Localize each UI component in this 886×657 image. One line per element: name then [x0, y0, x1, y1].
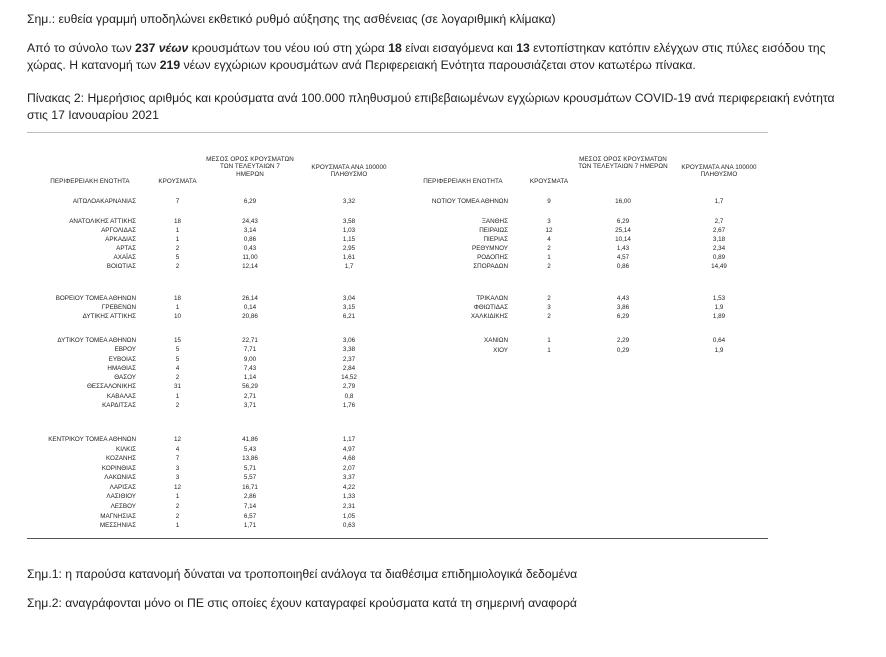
note-top: Σημ.: ευθεία γραμμή υποδηλώνει εκθετικό ρυθμό αύξησης της ασθένειας (σε λογαριθμική κλίμακα) [27, 12, 556, 26]
intro-paragraph [27, 40, 857, 74]
table-cell-cases: 1 [547, 254, 551, 261]
table-cell-avg: 16,71 [242, 484, 258, 491]
table-cell-cases: 2 [175, 402, 180, 409]
table-cell-per100k: 1,05 [342, 513, 356, 520]
header-cases-right: ΚΡΟΥΣΜΑΤΑ [529, 178, 569, 185]
intro-text: νέων εγχώριων κρουσμάτων ανά Περιφερειακή Ενότητα παρουσιάζεται στον κατωτέρω πίνακα. [180, 58, 696, 72]
table-cell-region: ΧΑΛΚΙΔΙΚΗΣ [470, 313, 508, 320]
table-cell-cases: 15 [173, 337, 181, 344]
table-cell-per100k: 3,15 [342, 304, 356, 311]
table-cell-cases: 2 [547, 295, 551, 302]
table-cell-per100k: 2,7 [714, 218, 724, 225]
table-cell-cases: 1 [175, 393, 180, 400]
header-avg-left: ΜΕΣΟΣ ΟΡΟΣ ΚΡΟΥΣΜΑΤΩΝ ΤΩΝ ΤΕΛΕΥΤΑΙΩΝ 7 ΗΜΕΡΩΝ [206, 156, 294, 178]
table-cell-region: ΘΑΣΟΥ [114, 374, 136, 381]
table-cell-region: ΑΧΑΪΑΣ [113, 254, 136, 261]
table-cell-cases: 2 [175, 245, 180, 252]
table-cell-per100k: 2,84 [342, 365, 356, 372]
intro-text: Από το σύνολο των [27, 41, 136, 55]
table-cell-per100k: 1,17 [342, 436, 356, 443]
table-cell-cases: 3 [547, 304, 551, 311]
header-per100k-right: ΚΡΟΥΣΜΑΤΑ ΑΝΑ 100000 ΠΛΗΘΥΣΜΟ [681, 164, 757, 179]
table-cell-cases: 1 [175, 522, 180, 529]
table-cell-per100k: 1,9 [714, 347, 724, 354]
table-bottom-rule [27, 538, 768, 539]
table-cell-cases: 7 [175, 455, 180, 462]
table-cell-region: ΞΑΝΘΗΣ [481, 218, 508, 225]
table-cell-region: ΑΡΚΑΔΙΑΣ [105, 236, 136, 243]
table-cell-avg: 6,57 [243, 513, 257, 520]
table-cell-region: ΗΜΑΘΙΑΣ [107, 365, 136, 372]
table-cell-region: ΚΙΛΚΙΣ [116, 446, 136, 453]
table-cell-avg: 6,29 [243, 198, 257, 205]
table-cell-region: ΝΟΤΙΟΥ ΤΟΜΕΑ ΑΘΗΝΩΝ [431, 198, 508, 205]
table-cell-avg: 7,43 [243, 365, 257, 372]
intro-text: είναι εισαγόμενα και [401, 41, 517, 55]
table-cell-avg: 56,29 [242, 383, 258, 390]
table-cell-region: ΠΙΕΡΙΑΣ [483, 236, 508, 243]
table-cell-cases: 1 [175, 236, 180, 243]
table-cell-avg: 13,86 [242, 455, 258, 462]
table-cell-cases: 4 [175, 446, 180, 453]
table-cell-region: ΧΑΝΙΩΝ [484, 337, 508, 344]
table-cell-cases: 2 [175, 513, 180, 520]
table-cell-avg: 1,71 [243, 522, 257, 529]
table-cell-region: ΧΙΟΥ [493, 347, 508, 354]
table-cell-region: ΡΕΘΥΜΝΟΥ [472, 245, 508, 252]
table-top-rule [27, 132, 768, 133]
table-cell-avg: 2,71 [243, 393, 257, 400]
table-cell-avg: 0,29 [616, 347, 630, 354]
table-cell-per100k: 4,68 [342, 455, 356, 462]
table-cell-cases: 7 [175, 198, 180, 205]
table-cell-cases: 2 [547, 245, 551, 252]
table-cell-per100k: 2,37 [342, 356, 356, 363]
table-cell-region: ΜΑΓΝΗΣΙΑΣ [100, 513, 136, 520]
table-cell-region: ΦΘΙΩΤΙΔΑΣ [473, 304, 508, 311]
table-cell-region: ΛΑΡΙΣΑΣ [109, 484, 136, 491]
table-cell-per100k: 2,07 [342, 465, 356, 472]
table-cell-per100k: 3,38 [342, 346, 356, 353]
table-cell-avg: 3,71 [243, 402, 257, 409]
table-cell-per100k: 3,18 [712, 236, 726, 243]
table-cell-cases: 18 [173, 218, 181, 225]
table-cell-per100k: 0,64 [712, 337, 726, 344]
table-cell-per100k: 1,76 [342, 402, 356, 409]
table-cell-avg: 20,86 [242, 313, 258, 320]
table-cell-region: ΜΕΣΣΗΝΙΑΣ [99, 522, 136, 529]
table-cell-region: ΣΠΟΡΑΔΩΝ [473, 263, 508, 270]
table-cell-avg: 4,43 [616, 295, 630, 302]
table-cell-avg: 6,29 [616, 313, 630, 320]
intro-domestic-cases: 219 [159, 58, 181, 72]
table-cell-per100k: 0,63 [342, 522, 356, 529]
table-cell-region: ΚΟΖΑΝΗΣ [106, 455, 136, 462]
table-cell-cases: 3 [547, 218, 551, 225]
table-cell-region: ΛΑΚΩΝΙΑΣ [104, 474, 136, 481]
header-avg-right: ΜΕΣΟΣ ΟΡΟΣ ΚΡΟΥΣΜΑΤΩΝ ΤΩΝ ΤΕΛΕΥΤΑΙΩΝ 7 ΗΜΕΡΩΝ [578, 156, 668, 171]
table-cell-avg: 7,71 [243, 346, 257, 353]
table-cell-cases: 3 [175, 474, 180, 481]
table-cell-cases: 12 [173, 484, 181, 491]
table-cell-region: ΡΟΔΟΠΗΣ [477, 254, 508, 261]
table-cell-region: ΒΟΙΩΤΙΑΣ [106, 263, 136, 270]
table-cell-per100k: 2,34 [712, 245, 726, 252]
table-cell-avg: 5,43 [243, 446, 257, 453]
table-cell-per100k: 1,33 [342, 493, 356, 500]
table-cell-avg: 0,86 [616, 263, 630, 270]
table-cell-per100k: 1,53 [712, 295, 726, 302]
table-cell-region: ΒΟΡΕΙΟΥ ΤΟΜΕΑ ΑΘΗΝΩΝ [55, 295, 136, 302]
table-cell-avg: 3,14 [243, 227, 257, 234]
table-cell-per100k: 6,21 [342, 313, 356, 320]
table-cell-avg: 3,86 [616, 304, 630, 311]
table-cell-cases: 5 [175, 254, 180, 261]
table-cell-avg: 2,86 [243, 493, 257, 500]
table-cell-avg: 11,00 [242, 254, 258, 261]
intro-total-cases: 237 [135, 41, 156, 55]
table-cell-region: ΑΡΤΑΣ [116, 245, 136, 252]
table-cell-region: ΘΕΣΣΑΛΟΝΙΚΗΣ [87, 383, 136, 390]
intro-text: εντοπίστηκαν κατόπιν ελέγχων στις πύλες εισόδου της χώρας. Η κατανομή των [27, 41, 826, 72]
table-cell-region: ΓΡΕΒΕΝΩΝ [101, 304, 136, 311]
header-cases-left: ΚΡΟΥΣΜΑΤΑ [158, 178, 197, 185]
table-cell-avg: 25,14 [615, 227, 631, 234]
table-cell-cases: 31 [173, 383, 181, 390]
table-cell-cases: 1 [175, 304, 180, 311]
intro-imported-cases: 18 [388, 41, 402, 55]
table-cell-per100k: 2,79 [342, 383, 356, 390]
table-cell-cases: 4 [547, 236, 551, 243]
table-cell-cases: 12 [173, 436, 181, 443]
intro-text: κρουσμάτων του νέου ιού στη χώρα [188, 41, 389, 55]
table-cell-avg: 16,00 [615, 198, 631, 205]
table-cell-cases: 3 [175, 465, 180, 472]
table-cell-per100k: 3,04 [342, 295, 356, 302]
table-cell-per100k: 1,9 [714, 304, 724, 311]
header-region-left: ΠΕΡΙΦΕΡΕΙΑΚΗ ΕΝΟΤΗΤΑ [50, 178, 130, 185]
table-cell-avg: 22,71 [242, 337, 258, 344]
table-cell-cases: 2 [175, 374, 180, 381]
table-cell-per100k: 3,37 [342, 474, 356, 481]
table-cell-per100k: 0,8 [344, 393, 354, 400]
table-cell-per100k: 4,97 [342, 446, 356, 453]
table-cell-region: ΚΟΡΙΝΘΙΑΣ [101, 465, 136, 472]
table-cell-avg: 1,14 [243, 374, 257, 381]
table-cell-region: ΑΡΓΟΛΙΔΑΣ [101, 227, 136, 234]
table-cell-avg: 5,71 [243, 465, 257, 472]
table-cell-avg: 24,43 [242, 218, 258, 225]
footnote-2: Σημ.2: αναγράφονται μόνο οι ΠΕ στις οποίες έχουν καταγραφεί κρούσματα κατά τη σημερινή αναφορά [27, 596, 577, 610]
table-cell-region: ΕΥΒΟΙΑΣ [108, 356, 136, 363]
table-cell-avg: 41,86 [242, 436, 258, 443]
table-cell-region: ΔΥΤΙΚΟΥ ΤΟΜΕΑ ΑΘΗΝΩΝ [57, 337, 136, 344]
table-cell-cases: 18 [173, 295, 181, 302]
table-cell-per100k: 1,89 [712, 313, 726, 320]
table-cell-cases: 4 [175, 365, 180, 372]
table-cell-avg: 0,14 [243, 304, 257, 311]
table-cell-cases: 2 [175, 263, 180, 270]
table-cell-avg: 12,14 [242, 263, 258, 270]
table-cell-region: ΤΡΙΚΑΛΩΝ [476, 295, 508, 302]
table-cell-per100k: 14,52 [341, 374, 357, 381]
table-cell-avg: 9,00 [243, 356, 257, 363]
table-cell-avg: 5,57 [243, 474, 257, 481]
table-cell-per100k: 4,22 [342, 484, 356, 491]
table-cell-region: ΠΕΙΡΑΙΩΣ [479, 227, 508, 234]
footnote-1: Σημ.1: η παρούσα κατανομή δύναται να τροποποιηθεί ανάλογα τα διαθέσιμα επιδημιολογικά δεδομένα [27, 567, 578, 581]
intro-border-cases: 13 [516, 41, 530, 55]
table-cell-per100k: 1,61 [342, 254, 356, 261]
table-cell-cases: 9 [547, 198, 551, 205]
table-cell-cases: 2 [547, 313, 551, 320]
table-cell-cases: 1 [175, 227, 180, 234]
table-cell-cases: 2 [547, 263, 551, 270]
table-cell-per100k: 14,49 [711, 263, 727, 270]
table-cell-region: ΕΒΡΟΥ [114, 346, 136, 353]
table-cell-avg: 4,57 [616, 254, 630, 261]
table-cell-per100k: 3,06 [342, 337, 356, 344]
table-cell-region: ΔΥΤΙΚΗΣ ΑΤΤΙΚΗΣ [82, 313, 136, 320]
table-cell-cases: 5 [175, 346, 180, 353]
table-caption: Πίνακας 2: Ημερήσιος αριθμός και κρούσματα ανά 100.000 πληθυσμού επιβεβαιωμένων εγχώριων κρουσμάτων COVID-19 ανά περιφερειακή ενότητα στις 17 Ιανουαρίου 2021 [27, 91, 835, 122]
table-cell-region: ΚΑΡΔΙΤΣΑΣ [102, 402, 136, 409]
table-cell-cases: 2 [175, 503, 180, 510]
table-cell-per100k: 1,15 [342, 236, 356, 243]
table-cell-cases: 1 [547, 337, 551, 344]
table-cell-avg: 10,14 [615, 236, 631, 243]
table-cell-per100k: 1,7 [344, 263, 354, 270]
table-cell-region: ΑΝΑΤΟΛΙΚΗΣ ΑΤΤΙΚΗΣ [69, 218, 136, 225]
table-cell-avg: 2,29 [616, 337, 630, 344]
table-cell-avg: 1,43 [616, 245, 630, 252]
table-cell-cases: 1 [175, 493, 180, 500]
table-cell-per100k: 0,89 [712, 254, 726, 261]
table-cell-per100k: 2,31 [342, 503, 356, 510]
table-cell-avg: 6,29 [616, 218, 630, 225]
intro-new-word: νέων [158, 41, 189, 55]
table-cell-region: ΚΑΒΑΛΑΣ [106, 393, 136, 400]
table-cell-per100k: 3,58 [342, 218, 356, 225]
table-cell-avg: 0,43 [243, 245, 257, 252]
table-cell-cases: 10 [173, 313, 181, 320]
header-region-right: ΠΕΡΙΦΕΡΕΙΑΚΗ ΕΝΟΤΗΤΑ [423, 178, 503, 185]
table-cell-region: ΚΕΝΤΡΙΚΟΥ ΤΟΜΕΑ ΑΘΗΝΩΝ [48, 436, 136, 443]
table-cell-avg: 0,86 [243, 236, 257, 243]
table-cell-region: ΑΙΤΩΛΟΑΚΑΡΝΑΝΙΑΣ [72, 198, 136, 205]
table-cell-avg: 26,14 [242, 295, 258, 302]
table-cell-region: ΛΑΣΙΘΙΟΥ [106, 493, 136, 500]
table-cell-avg: 7,14 [243, 503, 257, 510]
table-cell-per100k: 2,67 [712, 227, 726, 234]
table-cell-cases: 5 [175, 356, 180, 363]
header-per100k-left: ΚΡΟΥΣΜΑΤΑ ΑΝΑ 100000 ΠΛΗΘΥΣΜΟ [311, 164, 387, 179]
table-cell-cases: 12 [545, 227, 553, 234]
table-cell-per100k: 2,95 [342, 245, 356, 252]
table-cell-per100k: 1,7 [714, 198, 724, 205]
table-cell-per100k: 1,03 [342, 227, 356, 234]
table-cell-cases: 1 [547, 347, 551, 354]
table-cell-region: ΛΕΣΒΟΥ [110, 503, 136, 510]
table-cell-per100k: 3,32 [342, 198, 356, 205]
